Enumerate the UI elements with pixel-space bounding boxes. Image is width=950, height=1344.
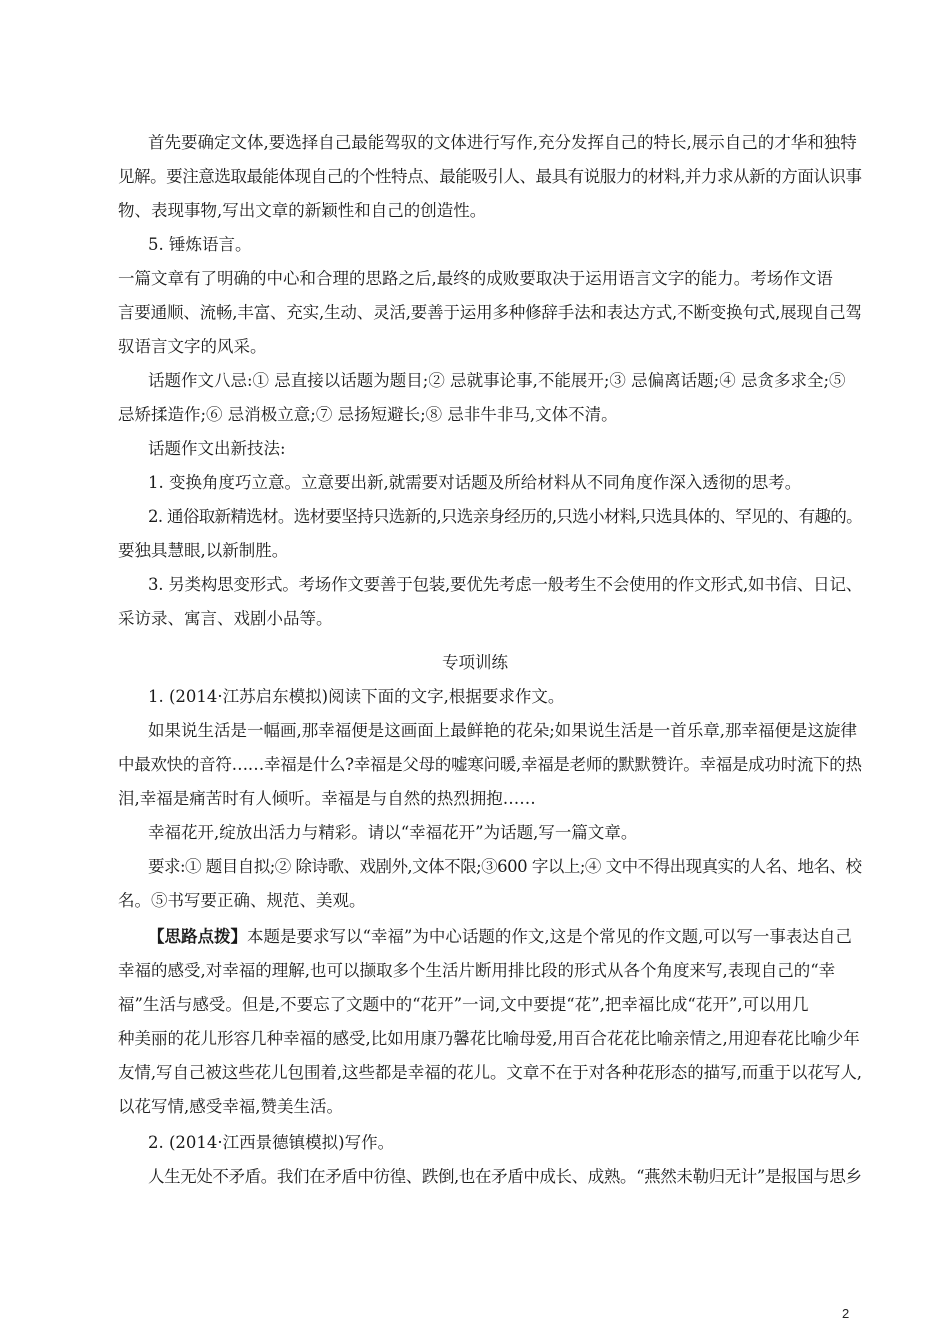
paragraph-line: 人生无处不矛盾。我们在矛盾中彷徨、跌倒,也在矛盾中成长、成熟。“燕然未勒归无计”是报国与思乡: [148, 1167, 862, 1186]
paragraph-line: 言要通顺、流畅,丰富、充实,生动、灵活,要善于运用多种修辞手法和表达方式,不断变换句式,展现自己驾: [118, 303, 862, 322]
paragraph-line: 幸福花开,绽放出活力与精彩。请以“幸福花开”为话题,写一篇文章。: [148, 823, 638, 842]
section-heading: 5. 锤炼语言。: [148, 235, 252, 254]
paragraph-line: 话题作文八忌:① 忌直接以话题为题目;② 忌就事论事,不能展开;③ 忌偏离话题;④ 忌贪多求全;⑤: [148, 371, 846, 390]
hint-text: 本题是要求写以“幸福”为中心话题的作文,这是个常见的作文题,可以写一事表达自己: [247, 927, 852, 946]
paragraph-line: 如果说生活是一幅画,那幸福便是这画面上最鲜艳的花朵;如果说生活是一首乐章,那幸福便是这旋律: [148, 721, 858, 740]
paragraph-line: 驭语言文字的风采。: [118, 337, 267, 356]
paragraph-line: 物、表现事物,写出文章的新颖性和自己的创造性。: [118, 201, 487, 220]
paragraph-line: 友情,写自己被这些花儿包围着,这些都是幸福的花儿。文章不在于对各种花形态的描写,而重于以花写人,: [118, 1063, 862, 1082]
list-item: 3. 另类构思变形式。考场作文要善于包装,要优先考虑一般考生不会使用的作文形式,如书信、日记、: [148, 575, 862, 594]
paragraph-line: 话题作文出新技法:: [148, 439, 286, 458]
paragraph-line: [148, 922, 890, 952]
paragraph-line: 要求:① 题目自拟;② 除诗歌、戏剧外,文体不限;③600 字以上;④ 文中不得出现真实的人名、地名、校: [148, 857, 862, 876]
paragraph-line: 见解。要注意选取最能体现自己的个性特点、最能吸引人、最具有说服力的材料,并力求从新的方面认识事: [118, 167, 862, 186]
list-item: 2. 通俗取新精选材。选材要坚持只选新的,只选亲身经历的,只选小材料,只选具体的、罕见的、有趣的。: [148, 507, 862, 526]
paragraph-line: 要独具慧眼,以新制胜。: [118, 541, 289, 560]
paragraph-line: 中最欢快的音符……幸福是什么?幸福是父母的嘘寒问暖,幸福是老师的默默赞许。幸福是成功时流下的热: [118, 755, 862, 774]
paragraph-line: 采访录、寓言、戏剧小品等。: [118, 609, 333, 628]
section-title: 专项训练: [442, 653, 508, 672]
hint-label: 【思路点拨】: [148, 927, 247, 946]
paragraph-line: 种美丽的花儿形容几种幸福的感受,比如用康乃馨花比喻母爱,用百合花花比喻亲情之,用迎春花比喻少年: [118, 1029, 860, 1048]
paragraph-line: 名。⑤书写要正确、规范、美观。: [118, 891, 366, 910]
paragraph-line: 以花写情,感受幸福,赞美生活。: [118, 1097, 343, 1116]
paragraph-line: 首先要确定文体,要选择自己最能驾驭的文体进行写作,充分发挥自己的特长,展示自己的才华和独特: [148, 133, 857, 152]
list-item: 1. 变换角度巧立意。立意要出新,就需要对话题及所给材料从不同角度作深入透彻的思考。: [148, 473, 802, 492]
page-number: 2: [842, 1306, 850, 1321]
question-item: 2. (2014·江西景德镇模拟)写作。: [148, 1133, 395, 1152]
paragraph-line: 一篇文章有了明确的中心和合理的思路之后,最终的成败要取决于运用语言文字的能力。考场作文语: [118, 269, 833, 288]
question-item: 1. (2014·江苏启东模拟)阅读下面的文字,根据要求作文。: [148, 687, 565, 706]
paragraph-line: 忌矫揉造作;⑥ 忌消极立意;⑦ 忌扬短避长;⑧ 忌非牛非马,文体不清。: [118, 405, 618, 424]
paragraph-line: 幸福的感受,对幸福的理解,也可以撷取多个生活片断用排比段的形式从各个角度来写,表现自己的“幸: [118, 961, 836, 980]
paragraph-line: 泪,幸福是痛苦时有人倾听。幸福是与自然的热烈拥抱……: [118, 789, 536, 808]
paragraph-line: 福”生活与感受。但是,不要忘了文题中的“花开”一词,文中要提“花”,把幸福比成“花开”,可以用几: [118, 995, 809, 1014]
